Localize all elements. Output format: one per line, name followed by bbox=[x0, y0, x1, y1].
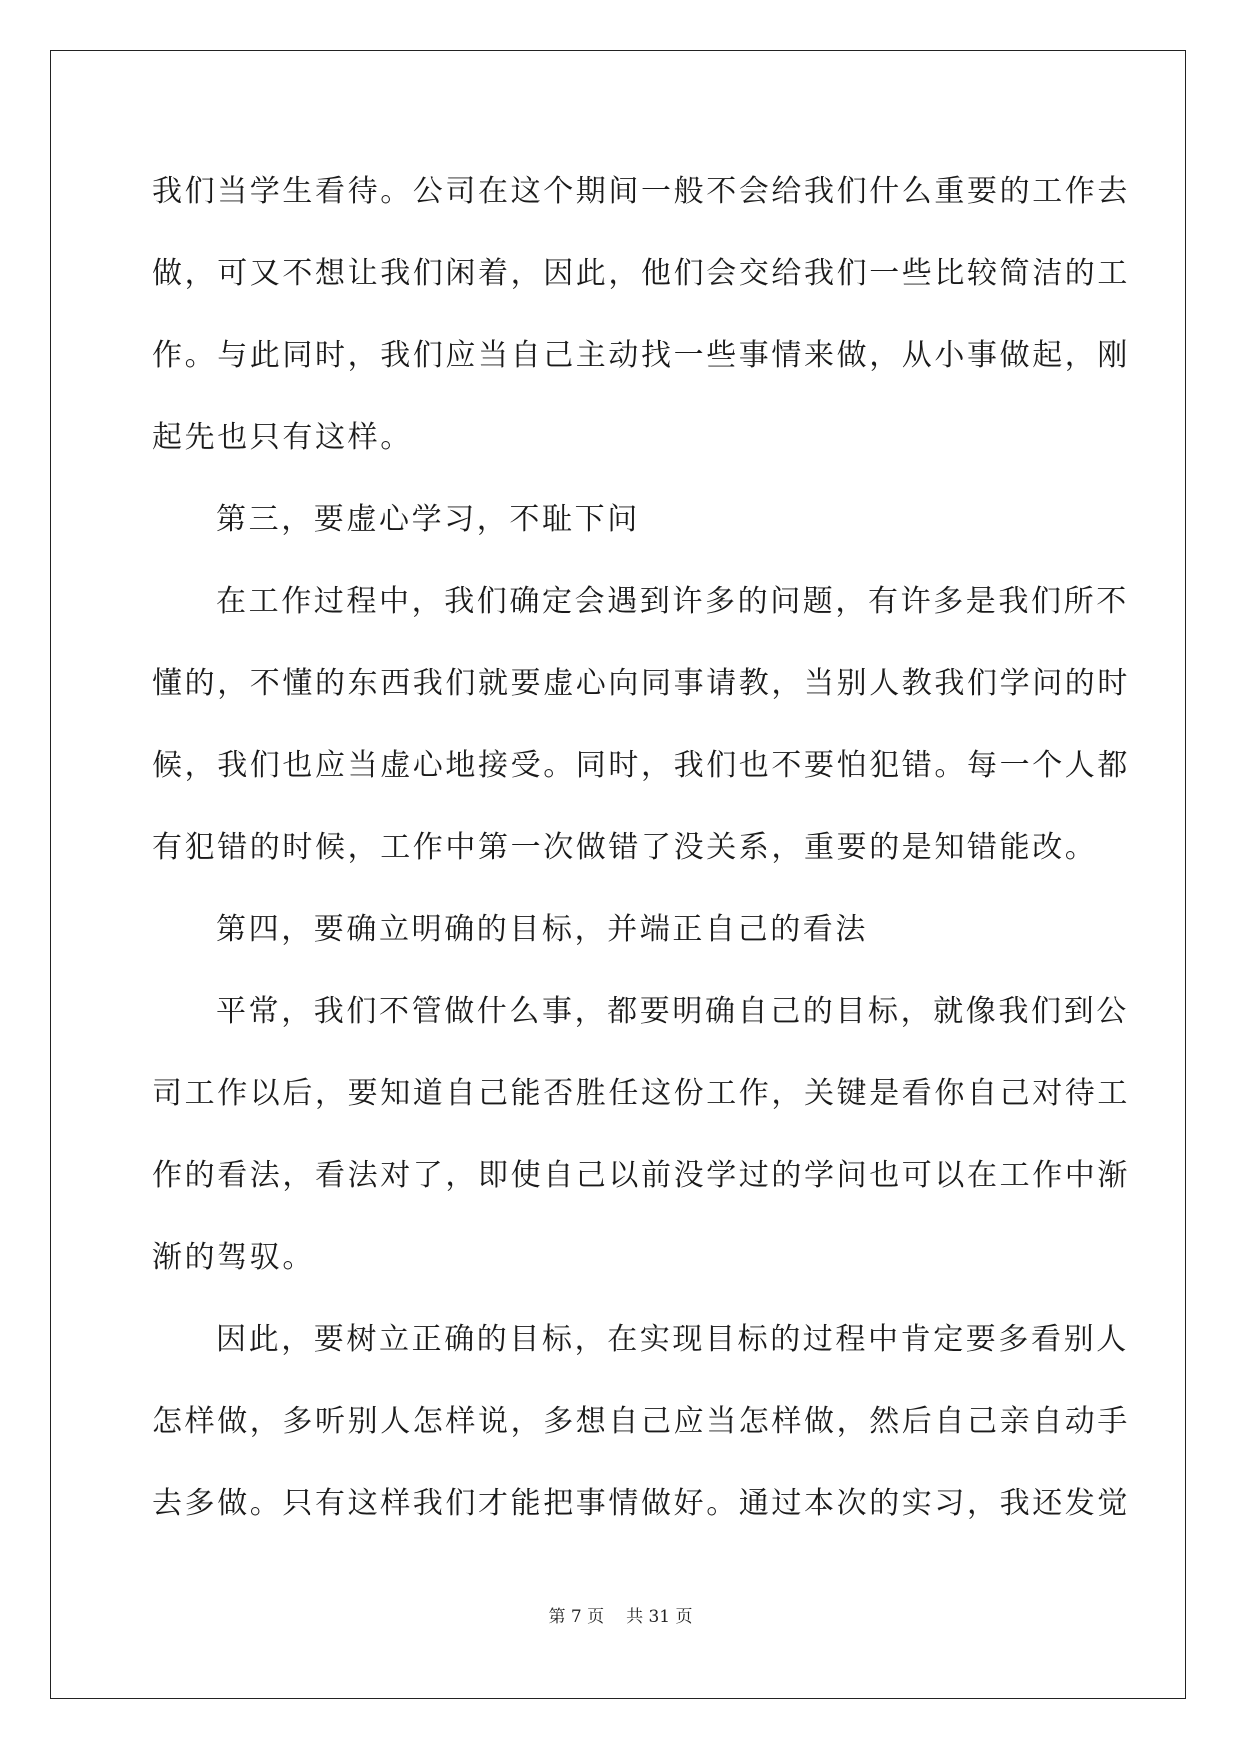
body-line: 做，可又不想让我们闲着，因此，他们会交给我们一些比较简洁的工 bbox=[152, 256, 1130, 291]
body-line: 懂的，不懂的东西我们就要虚心向同事请教，当别人教我们学问的时 bbox=[152, 666, 1130, 701]
body-line: 有犯错的时候，工作中第一次做错了没关系，重要的是知错能改。 bbox=[152, 830, 1098, 865]
body-line: 在工作过程中，我们确定会遇到许多的问题，有许多是我们所不 bbox=[216, 584, 1129, 619]
body-line: 司工作以后，要知道自己能否胜任这份工作，关键是看你自己对待工 bbox=[152, 1076, 1130, 1111]
page-total: 共 31 页 bbox=[626, 1607, 693, 1627]
document-body bbox=[152, 162, 1130, 1556]
page-footer bbox=[0, 1602, 1241, 1627]
body-line: 因此，要树立正确的目标，在实现目标的过程中肯定要多看别人 bbox=[216, 1322, 1129, 1357]
section-heading: 第三，要虚心学习，不耻下问 bbox=[216, 502, 640, 537]
page-number: 第 7 页 bbox=[548, 1607, 605, 1627]
body-line: 渐的驾驭。 bbox=[152, 1240, 315, 1275]
body-line: 平常，我们不管做什么事，都要明确自己的目标，就像我们到公 bbox=[216, 994, 1129, 1029]
body-line: 怎样做，多听别人怎样说，多想自己应当怎样做，然后自己亲自动手 bbox=[152, 1404, 1130, 1439]
section-heading: 第四，要确立明确的目标，并端正自己的看法 bbox=[216, 912, 868, 947]
body-line: 我们当学生看待。公司在这个期间一般不会给我们什么重要的工作去 bbox=[152, 174, 1130, 209]
body-line: 候，我们也应当虚心地接受。同时，我们也不要怕犯错。每一个人都 bbox=[152, 748, 1130, 783]
body-line: 起先也只有这样。 bbox=[152, 420, 413, 455]
body-line: 作。与此同时，我们应当自己主动找一些事情来做，从小事做起，刚 bbox=[152, 338, 1130, 373]
body-line: 去多做。只有这样我们才能把事情做好。通过本次的实习，我还发觉 bbox=[152, 1486, 1130, 1521]
body-line: 作的看法，看法对了，即使自己以前没学过的学问也可以在工作中渐 bbox=[152, 1158, 1130, 1193]
